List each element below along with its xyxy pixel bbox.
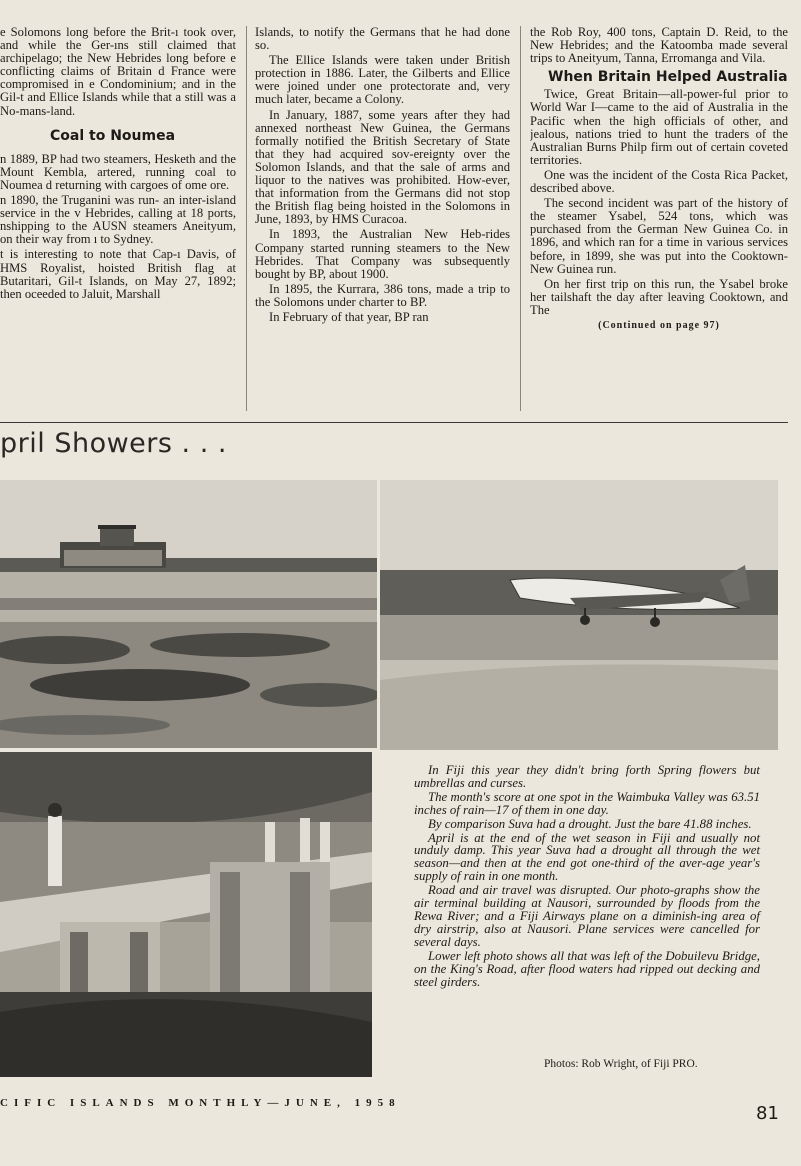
photo-caption <box>414 764 760 989</box>
paragraph: Islands, to notify the Germans that he had done so. <box>255 26 510 53</box>
paragraph: In February of that year, BP ran <box>269 309 429 324</box>
subheading-when-britain-helped: When Britain Helped Australia <box>548 69 788 86</box>
paragraph: In 1895, the Kurrara, 386 tons, made a trip to the Solomons under charter to BP. <box>255 281 510 309</box>
paragraph: Twice, Great Britain—all-power-ful prior to World War I—came to the aid of Australia in the Pacific when the high officials of other, and jealous, nations tried to hunt the traders of the Australian Burns Philp firm out of certain coveted territories. <box>530 87 788 167</box>
subheading-coal-to-noumea: Coal to Noumea <box>50 127 176 144</box>
column-divider <box>520 26 521 411</box>
photo-credit: Photos: Rob Wright, of Fiji PRO. <box>544 1058 698 1070</box>
column-divider <box>246 26 247 411</box>
photo-air-terminal-flood <box>0 480 377 748</box>
article-column-1 <box>0 26 236 411</box>
caption-paragraph: The month's score at one spot in the Waimbuka Valley was 63.51 inches of rain—17 of them in one day. <box>414 789 760 817</box>
article-column-2 <box>255 26 510 411</box>
paragraph: n 1890, the Truganini was run- an inter-island service in the v Hebrides, calling at 18 ports, nshipping to the AUSN steamers Aneityum, on their way from ı to Sydney. <box>0 193 236 247</box>
paragraph: The Ellice Islands were taken under British protection in 1886. Later, the Gilberts and Ellice were joined under one protectorate and, very much later, became a Colony. <box>255 53 510 107</box>
page-number: 81 <box>756 1103 779 1124</box>
paragraph: On her first trip on this run, the Ysabel broke her tailshaft the day after leaving Cooktown, and The <box>530 276 788 317</box>
paragraph: In January, 1887, some years after they had annexed northeast New Guinea, the Germans formally notified the British Secretary of State that they had acquired sov-ereignty over the Solomon Islands, and that the sale of arms and liquor to the natives was prohibited. How-ever, that information from the Germans did not stop the British flag being hoisted in the Solomons in June, 1893, by HMS Curacoa. <box>255 107 510 227</box>
paragraph: One was the incident of the Costa Rica Packet, described above. <box>530 167 788 196</box>
article-column-3 <box>530 26 788 411</box>
section-title: pril Showers . . . <box>0 428 227 459</box>
caption-paragraph: April is at the end of the wet season in Fiji and usually not unduly damp. This year Suva had a drought all through the wet season—and then at the end got one-third of the aver-age year's supply of rain in one month. <box>414 830 760 884</box>
paragraph: the Rob Roy, 400 tons, Captain D. Reid, to the New Hebrides; and the Katoomba made several trips to Aneityum, Tanna, Erromanga and Vila. <box>530 26 788 66</box>
section-rule <box>0 422 788 423</box>
paragraph: The second incident was part of the history of the steamer Ysabel, 524 tons, which was purchased from the German New Guinea Co. in 1896, and which ran for a time in various services before, in 1899, she was put into the Cooktown-New Guinea run. <box>530 196 788 276</box>
paragraph: n 1889, BP had two steamers, Hesketh and the Mount Kembla, artered, running coal to Noumea d returning with cargoes of ome ore. <box>0 151 236 192</box>
caption-paragraph: Lower left photo shows all that was left of the Dobuilevu Bridge, on the King's Road, after flood waters had ripped out decking and steel girders. <box>414 948 760 989</box>
paragraph: e Solomons long before the Brit-ı took over, and while the Ger-ıns still claimed that archipelago; the New Hebrides long before e conflicting claims of Britain d France were compromised in e Condominium; and in the Gil-t and Ellice Islands while that a still was a No-mans-land. <box>0 26 236 118</box>
caption-paragraph: In Fiji this year they didn't bring forth Spring flowers but umbrellas and curses. <box>414 763 760 790</box>
paragraph: In 1893, the Australian New Heb-rides Company started running steamers to the New Hebrides. That Company was subsequently bought by BP, about 1900. <box>255 227 510 281</box>
caption-paragraph: Road and air travel was disrupted. Our photo-graphs show the air terminal building at Nausori, surrounded by floods from the Rewa River; and a Fiji Airways plane on a diminish-ing area of dry airstrip, also at Nausori. Plane services were cancelled for several days. <box>414 883 760 949</box>
continued-note: (Continued on page 97) <box>598 319 720 331</box>
page-footer: CIFIC ISLANDS MONTHLY—JUNE, 1958 <box>0 1097 401 1109</box>
photo-dobuilevu-bridge <box>0 752 372 1077</box>
photo-fiji-airways-plane <box>380 480 778 750</box>
caption-paragraph: By comparison Suva had a drought. Just the bare 41.88 inches. <box>428 816 752 831</box>
paragraph: t is interesting to note that Cap-ı Davis, of HMS Royalist, hoisted British flag at Butaritari, Gil-t Islands, on May 27, 1892; then oceeded to Jaluit, Marshall <box>0 247 236 301</box>
